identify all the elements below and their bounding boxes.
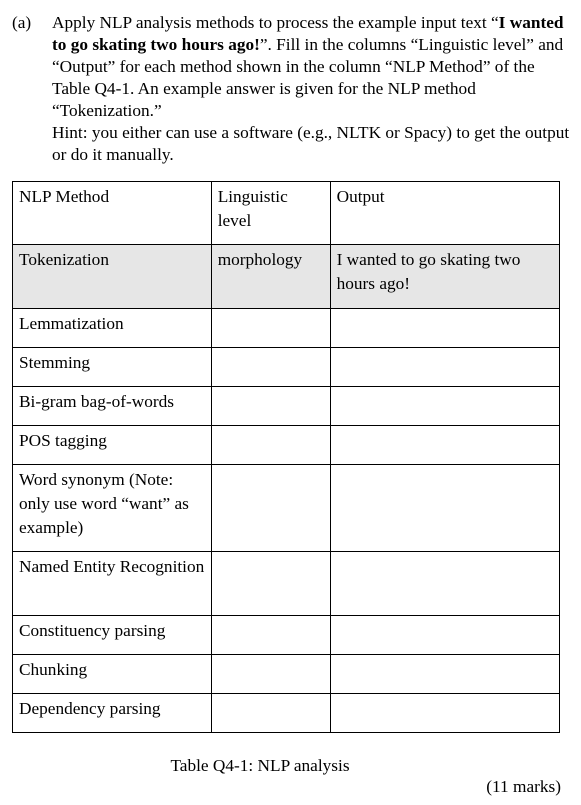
table-cell-output (330, 387, 559, 426)
table-cell-method: Lemmatization (13, 309, 212, 348)
marks-label: (11 marks) (486, 777, 561, 796)
table-cell-method: Named Entity Recognition (13, 552, 212, 616)
table-cell-method: Dependency parsing (13, 694, 212, 733)
table-cell-method: Tokenization (13, 245, 212, 309)
table-cell-output: I wanted to go skating two hours ago! (330, 245, 559, 309)
table-cell-method: POS tagging (13, 426, 212, 465)
table-row (13, 426, 560, 465)
table-cell-method: Bi-gram bag-of-words (13, 387, 212, 426)
table-cell-output (330, 552, 559, 616)
nlp-analysis-table (12, 181, 560, 733)
example-input-text: I wanted to go skating two hours ago! (52, 13, 564, 54)
table-cell-level (211, 694, 330, 733)
table-cell-method: Constituency parsing (13, 616, 212, 655)
header-output: Output (330, 182, 559, 245)
table-row (13, 694, 560, 733)
example-row-tokenization (13, 245, 560, 309)
table-cell-method: Chunking (13, 655, 212, 694)
header-nlp-method: NLP Method (13, 182, 212, 245)
question-text (12, 12, 572, 166)
table-cell-output (330, 348, 559, 387)
table-row (13, 465, 560, 552)
table-row (13, 616, 560, 655)
table-row (13, 387, 560, 426)
question-body (52, 12, 572, 166)
table-row (13, 655, 560, 694)
table-cell-output (330, 465, 559, 552)
table-cell-level (211, 348, 330, 387)
table-cell-level (211, 616, 330, 655)
table-row (13, 552, 560, 616)
table-cell-output (330, 426, 559, 465)
question-hint: Hint: you either can use a software (e.g., NLTK or Spacy) to get the output or do it manually. (52, 123, 570, 164)
table-cell-method: Stemming (13, 348, 212, 387)
table-cell-level (211, 552, 330, 616)
table-cell-output (330, 694, 559, 733)
table-caption: Table Q4-1: NLP analysis (170, 756, 350, 775)
header-linguistic-level: Linguistic level (211, 182, 330, 245)
table-cell-output (330, 309, 559, 348)
table-cell-method: Word synonym (Note: only use word “want” as example) (13, 465, 212, 552)
table-cell-output (330, 655, 559, 694)
table-header-row (13, 182, 560, 245)
question-instructions: ”. Fill in the columns “Linguistic level” and “Output” for each method shown in the column “NLP Method” of the Table Q4-1. An example answer is given for the NLP method “Tokenization.” (52, 35, 564, 120)
table-cell-level (211, 387, 330, 426)
question-label: (a) (12, 13, 32, 32)
table-cell-output (330, 616, 559, 655)
table-cell-level (211, 465, 330, 552)
table-cell-level (211, 309, 330, 348)
table-row (13, 309, 560, 348)
question-intro: Apply NLP analysis methods to process the example input text “ (52, 13, 499, 32)
table-cell-level (211, 426, 330, 465)
table-row (13, 348, 560, 387)
table-cell-level: morphology (211, 245, 330, 309)
table-cell-level (211, 655, 330, 694)
